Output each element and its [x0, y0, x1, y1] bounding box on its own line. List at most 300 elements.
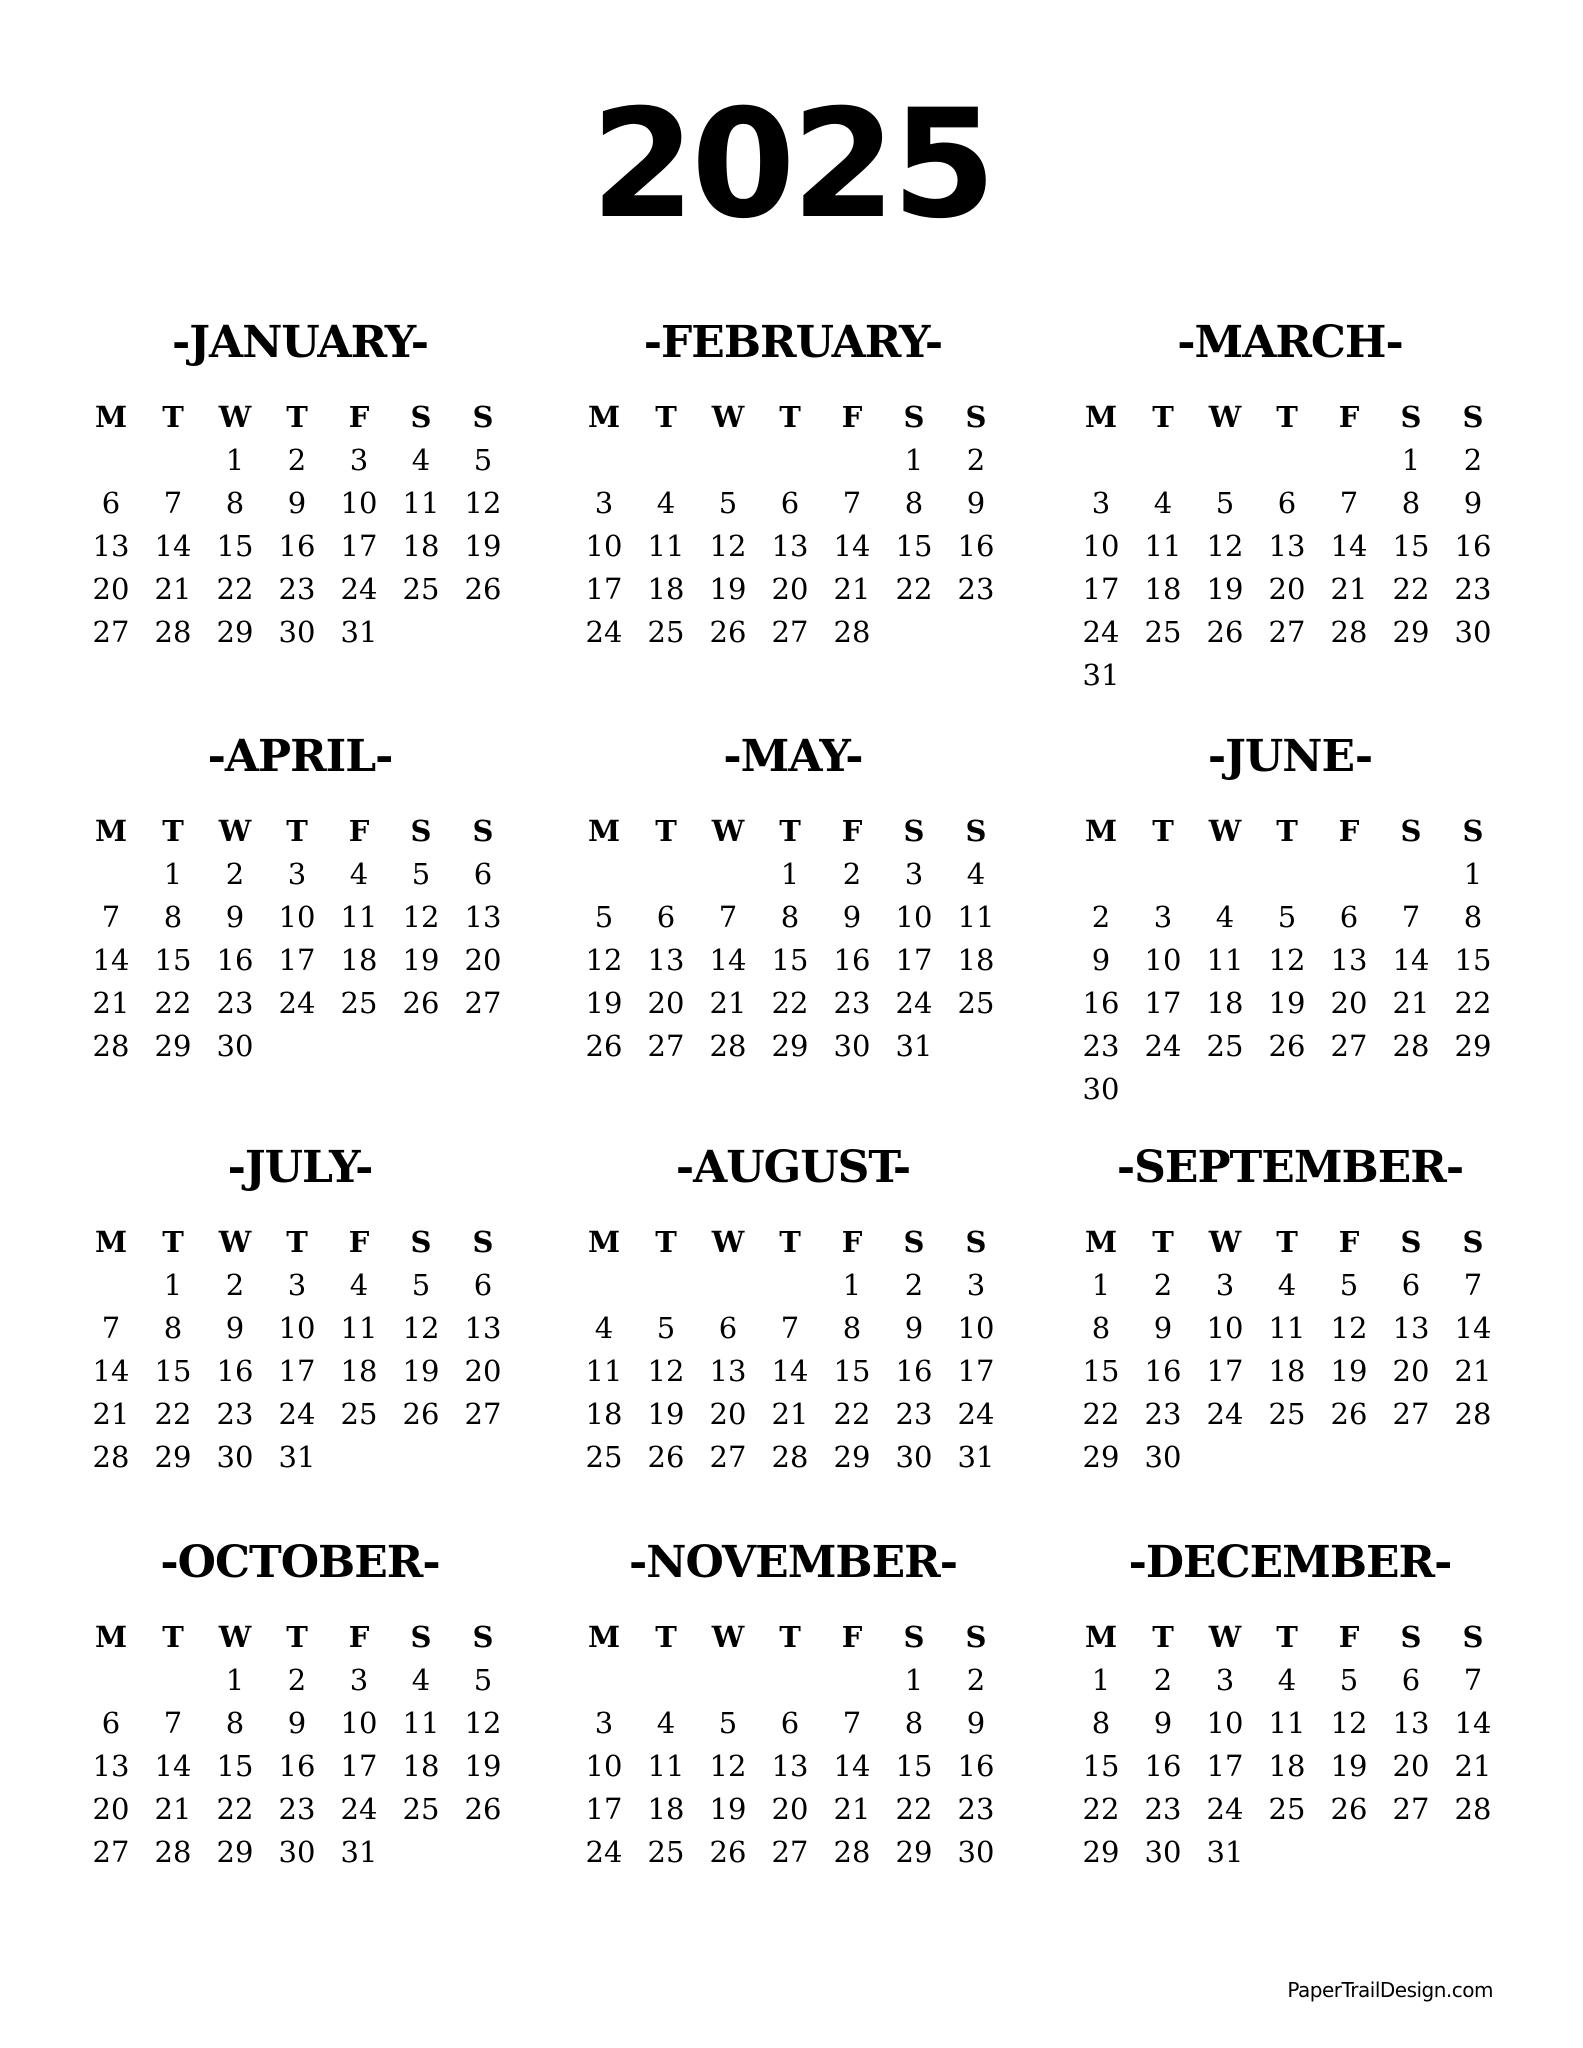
day-cell: 23 — [833, 986, 871, 1020]
day-cell: 15 — [1082, 1749, 1120, 1783]
weekday-label: S — [1462, 814, 1484, 848]
day-cell: 13 — [464, 900, 502, 934]
day-cell: 7 — [163, 486, 183, 520]
weekday-label: M — [587, 1620, 621, 1654]
day-cell: 30 — [1454, 615, 1492, 649]
day-cell: 26 — [402, 1397, 440, 1431]
day-cell: 24 — [1206, 1792, 1244, 1826]
month-grid — [573, 1616, 1013, 1874]
day-cell: 17 — [278, 1354, 316, 1388]
weekday-label: S — [965, 1620, 987, 1654]
day-cell: 1 — [1401, 443, 1421, 477]
day-cell: 31 — [957, 1440, 995, 1474]
day-cell: 26 — [464, 1792, 502, 1826]
month-grid — [573, 810, 1013, 1068]
day-cell: 28 — [1392, 1029, 1430, 1063]
weekday-label: T — [1276, 814, 1298, 848]
day-cell: 17 — [1206, 1749, 1244, 1783]
day-cell: 31 — [895, 1029, 933, 1063]
month-november — [573, 1538, 1013, 1874]
weekday-label: T — [1276, 1225, 1298, 1259]
day-cell: 13 — [1392, 1706, 1430, 1740]
weekday-label: W — [218, 400, 252, 434]
day-cell: 1 — [842, 1268, 862, 1302]
weekday-label: S — [1462, 1620, 1484, 1654]
weekday-label: T — [1152, 1620, 1174, 1654]
day-cell: 26 — [464, 572, 502, 606]
day-cell: 11 — [402, 1706, 440, 1740]
month-december — [1070, 1538, 1510, 1874]
day-cell: 27 — [464, 1397, 502, 1431]
day-cell: 9 — [1153, 1311, 1173, 1345]
weekday-label: M — [94, 814, 128, 848]
day-cell: 20 — [647, 986, 685, 1020]
day-cell: 9 — [225, 1311, 245, 1345]
day-cell: 7 — [842, 1706, 862, 1740]
day-cell: 17 — [278, 943, 316, 977]
day-cell: 15 — [1392, 529, 1430, 563]
day-cell: 17 — [585, 1792, 623, 1826]
day-cell: 2 — [1153, 1268, 1173, 1302]
day-cell: 18 — [1144, 572, 1182, 606]
day-cell: 16 — [833, 943, 871, 977]
day-cell: 20 — [771, 1792, 809, 1826]
year-title: 2025 — [590, 78, 993, 252]
day-cell: 25 — [957, 986, 995, 1020]
day-cell: 24 — [895, 986, 933, 1020]
day-cell: 5 — [594, 900, 614, 934]
weekday-label: T — [1152, 814, 1174, 848]
weekday-label: F — [348, 814, 370, 848]
day-cell: 21 — [92, 1397, 130, 1431]
weekday-label: T — [286, 1620, 308, 1654]
day-cell: 7 — [1401, 900, 1421, 934]
weekday-label: T — [286, 1225, 308, 1259]
day-cell: 11 — [402, 486, 440, 520]
day-cell: 22 — [895, 1792, 933, 1826]
month-august — [573, 1143, 1013, 1479]
day-cell: 4 — [1277, 1268, 1297, 1302]
day-cell: 26 — [402, 986, 440, 1020]
day-cell: 1 — [225, 443, 245, 477]
day-cell: 7 — [780, 1311, 800, 1345]
day-cell: 7 — [101, 1311, 121, 1345]
day-cell: 4 — [656, 486, 676, 520]
day-cell: 21 — [1330, 572, 1368, 606]
day-cell: 13 — [92, 529, 130, 563]
weekday-label: T — [655, 1225, 677, 1259]
day-cell: 1 — [225, 1663, 245, 1697]
day-cell: 15 — [771, 943, 809, 977]
day-cell: 31 — [1206, 1835, 1244, 1869]
day-cell: 16 — [216, 1354, 254, 1388]
day-cell: 21 — [92, 986, 130, 1020]
day-cell: 19 — [647, 1397, 685, 1431]
weekday-label: W — [218, 1225, 252, 1259]
weekday-label: F — [1338, 814, 1360, 848]
month-may — [573, 732, 1013, 1068]
day-cell: 7 — [842, 486, 862, 520]
day-cell: 16 — [1144, 1354, 1182, 1388]
day-cell: 30 — [278, 1835, 316, 1869]
day-cell: 14 — [1392, 943, 1430, 977]
day-cell: 28 — [771, 1440, 809, 1474]
day-cell: 16 — [278, 1749, 316, 1783]
weekday-label: S — [903, 1620, 925, 1654]
day-cell: 8 — [163, 900, 183, 934]
day-cell: 2 — [287, 443, 307, 477]
month-title: -SEPTEMBER- — [1116, 1142, 1464, 1193]
day-cell: 26 — [709, 615, 747, 649]
weekday-label: M — [94, 1620, 128, 1654]
weekday-label: S — [965, 400, 987, 434]
day-cell: 5 — [1339, 1663, 1359, 1697]
day-cell: 1 — [904, 1663, 924, 1697]
day-cell: 6 — [473, 857, 493, 891]
day-cell: 2 — [842, 857, 862, 891]
day-cell: 7 — [718, 900, 738, 934]
day-cell: 14 — [1330, 529, 1368, 563]
day-cell: 1 — [163, 857, 183, 891]
day-cell: 10 — [585, 1749, 623, 1783]
day-cell: 23 — [1144, 1792, 1182, 1826]
day-cell: 22 — [1392, 572, 1430, 606]
day-cell: 18 — [647, 1792, 685, 1826]
day-cell: 10 — [278, 900, 316, 934]
weekday-label: T — [162, 1620, 184, 1654]
weekday-label: T — [655, 814, 677, 848]
day-cell: 18 — [340, 1354, 378, 1388]
weekday-label: M — [587, 1225, 621, 1259]
day-cell: 19 — [464, 529, 502, 563]
day-cell: 11 — [585, 1354, 623, 1388]
day-cell: 17 — [340, 529, 378, 563]
day-cell: 3 — [349, 1663, 369, 1697]
day-cell: 27 — [464, 986, 502, 1020]
weekday-label: F — [1338, 1620, 1360, 1654]
month-grid — [573, 396, 1013, 654]
day-cell: 31 — [278, 1440, 316, 1474]
weekday-label: M — [94, 400, 128, 434]
day-cell: 18 — [340, 943, 378, 977]
day-cell: 30 — [895, 1440, 933, 1474]
day-cell: 6 — [718, 1311, 738, 1345]
day-cell: 29 — [771, 1029, 809, 1063]
day-cell: 16 — [278, 529, 316, 563]
month-title: -DECEMBER- — [1128, 1537, 1452, 1588]
day-cell: 12 — [1206, 529, 1244, 563]
day-cell: 27 — [1268, 615, 1306, 649]
day-cell: 14 — [1454, 1311, 1492, 1345]
day-cell: 12 — [464, 486, 502, 520]
day-cell: 12 — [585, 943, 623, 977]
weekday-label: M — [94, 1225, 128, 1259]
day-cell: 25 — [340, 1397, 378, 1431]
weekday-label: F — [1338, 400, 1360, 434]
day-cell: 8 — [225, 1706, 245, 1740]
day-cell: 4 — [966, 857, 986, 891]
day-cell: 24 — [957, 1397, 995, 1431]
day-cell: 29 — [895, 1835, 933, 1869]
day-cell: 2 — [904, 1268, 924, 1302]
day-cell: 18 — [1206, 986, 1244, 1020]
weekday-label: W — [711, 1620, 745, 1654]
day-cell: 14 — [1454, 1706, 1492, 1740]
weekday-label: T — [779, 1225, 801, 1259]
day-cell: 18 — [957, 943, 995, 977]
weekday-label: T — [162, 400, 184, 434]
day-cell: 3 — [904, 857, 924, 891]
day-cell: 28 — [154, 1835, 192, 1869]
day-cell: 17 — [585, 572, 623, 606]
day-cell: 31 — [340, 1835, 378, 1869]
day-cell: 9 — [1091, 943, 1111, 977]
weekday-label: M — [1084, 1620, 1118, 1654]
day-cell: 25 — [1144, 615, 1182, 649]
day-cell: 21 — [154, 572, 192, 606]
day-cell: 13 — [1268, 529, 1306, 563]
day-cell: 16 — [957, 1749, 995, 1783]
day-cell: 29 — [154, 1440, 192, 1474]
day-cell: 26 — [709, 1835, 747, 1869]
day-cell: 14 — [92, 1354, 130, 1388]
day-cell: 11 — [1206, 943, 1244, 977]
day-cell: 12 — [1330, 1311, 1368, 1345]
day-cell: 27 — [92, 1835, 130, 1869]
weekday-label: T — [1152, 1225, 1174, 1259]
day-cell: 9 — [966, 1706, 986, 1740]
day-cell: 3 — [966, 1268, 986, 1302]
day-cell: 22 — [1082, 1792, 1120, 1826]
day-cell: 7 — [1339, 486, 1359, 520]
month-grid — [573, 1221, 1013, 1479]
day-cell: 14 — [92, 943, 130, 977]
day-cell: 24 — [585, 1835, 623, 1869]
day-cell: 21 — [771, 1397, 809, 1431]
day-cell: 3 — [1215, 1663, 1235, 1697]
day-cell: 10 — [1206, 1311, 1244, 1345]
day-cell: 3 — [287, 857, 307, 891]
day-cell: 4 — [656, 1706, 676, 1740]
weekday-label: S — [472, 1620, 494, 1654]
day-cell: 23 — [1144, 1397, 1182, 1431]
month-grid — [80, 396, 520, 654]
day-cell: 25 — [402, 1792, 440, 1826]
day-cell: 15 — [895, 529, 933, 563]
day-cell: 2 — [225, 1268, 245, 1302]
day-cell: 16 — [1454, 529, 1492, 563]
day-cell: 7 — [101, 900, 121, 934]
day-cell: 20 — [464, 943, 502, 977]
day-cell: 12 — [464, 1706, 502, 1740]
day-cell: 3 — [349, 443, 369, 477]
day-cell: 11 — [957, 900, 995, 934]
day-cell: 14 — [771, 1354, 809, 1388]
day-cell: 16 — [895, 1354, 933, 1388]
day-cell: 12 — [402, 900, 440, 934]
day-cell: 4 — [1153, 486, 1173, 520]
day-cell: 28 — [833, 1835, 871, 1869]
weekday-label: T — [779, 400, 801, 434]
day-cell: 19 — [402, 943, 440, 977]
day-cell: 6 — [1401, 1663, 1421, 1697]
day-cell: 24 — [340, 572, 378, 606]
month-title: -MAY- — [723, 731, 863, 782]
day-cell: 8 — [780, 900, 800, 934]
day-cell: 27 — [92, 615, 130, 649]
weekday-label: S — [410, 1620, 432, 1654]
day-cell: 5 — [656, 1311, 676, 1345]
day-cell: 9 — [904, 1311, 924, 1345]
day-cell: 27 — [647, 1029, 685, 1063]
weekday-label: S — [410, 1225, 432, 1259]
day-cell: 19 — [1206, 572, 1244, 606]
weekday-label: M — [587, 400, 621, 434]
day-cell: 17 — [895, 943, 933, 977]
day-cell: 29 — [1454, 1029, 1492, 1063]
day-cell: 8 — [163, 1311, 183, 1345]
weekday-label: F — [348, 400, 370, 434]
day-cell: 17 — [1144, 986, 1182, 1020]
day-cell: 25 — [647, 1835, 685, 1869]
weekday-label: S — [1400, 814, 1422, 848]
month-april — [80, 732, 520, 1068]
weekday-label: T — [162, 1225, 184, 1259]
day-cell: 27 — [771, 1835, 809, 1869]
day-cell: 16 — [216, 943, 254, 977]
day-cell: 12 — [709, 529, 747, 563]
day-cell: 10 — [1082, 529, 1120, 563]
month-title: -NOVEMBER- — [629, 1537, 957, 1588]
day-cell: 6 — [656, 900, 676, 934]
weekday-label: T — [655, 1620, 677, 1654]
day-cell: 10 — [1206, 1706, 1244, 1740]
month-grid — [1070, 810, 1510, 1111]
day-cell: 5 — [718, 486, 738, 520]
day-cell: 2 — [287, 1663, 307, 1697]
month-title: -JANUARY- — [171, 317, 429, 368]
month-march — [1070, 318, 1510, 697]
month-grid — [1070, 396, 1510, 697]
day-cell: 12 — [402, 1311, 440, 1345]
day-cell: 17 — [1082, 572, 1120, 606]
weekday-label: F — [841, 400, 863, 434]
day-cell: 19 — [1268, 986, 1306, 1020]
day-cell: 14 — [833, 529, 871, 563]
day-cell: 28 — [154, 615, 192, 649]
day-cell: 8 — [904, 486, 924, 520]
day-cell: 20 — [1392, 1749, 1430, 1783]
day-cell: 11 — [1144, 529, 1182, 563]
month-grid — [1070, 1616, 1510, 1874]
day-cell: 11 — [647, 1749, 685, 1783]
day-cell: 2 — [1463, 443, 1483, 477]
day-cell: 22 — [1082, 1397, 1120, 1431]
month-title: -APRIL- — [207, 731, 393, 782]
day-cell: 25 — [1268, 1397, 1306, 1431]
day-cell: 8 — [1401, 486, 1421, 520]
weekday-label: M — [1084, 400, 1118, 434]
day-cell: 19 — [464, 1749, 502, 1783]
day-cell: 21 — [1454, 1354, 1492, 1388]
day-cell: 11 — [1268, 1706, 1306, 1740]
weekday-label: W — [1208, 400, 1242, 434]
weekday-label: T — [286, 814, 308, 848]
day-cell: 5 — [411, 1268, 431, 1302]
day-cell: 18 — [1268, 1354, 1306, 1388]
day-cell: 13 — [709, 1354, 747, 1388]
day-cell: 10 — [340, 486, 378, 520]
day-cell: 4 — [1215, 900, 1235, 934]
day-cell: 31 — [340, 615, 378, 649]
weekday-label: S — [472, 814, 494, 848]
weekday-label: W — [1208, 1225, 1242, 1259]
day-cell: 27 — [1392, 1792, 1430, 1826]
day-cell: 15 — [154, 1354, 192, 1388]
weekday-label: S — [1400, 1225, 1422, 1259]
day-cell: 8 — [225, 486, 245, 520]
day-cell: 6 — [780, 486, 800, 520]
day-cell: 5 — [473, 443, 493, 477]
day-cell: 24 — [1144, 1029, 1182, 1063]
day-cell: 16 — [957, 529, 995, 563]
day-cell: 25 — [340, 986, 378, 1020]
day-cell: 6 — [101, 486, 121, 520]
day-cell: 26 — [647, 1440, 685, 1474]
day-cell: 13 — [92, 1749, 130, 1783]
day-cell: 20 — [771, 572, 809, 606]
day-cell: 26 — [1268, 1029, 1306, 1063]
day-cell: 14 — [709, 943, 747, 977]
weekday-label: M — [587, 814, 621, 848]
day-cell: 2 — [966, 1663, 986, 1697]
day-cell: 28 — [1454, 1792, 1492, 1826]
weekday-label: T — [1276, 400, 1298, 434]
day-cell: 20 — [1392, 1354, 1430, 1388]
weekday-label: F — [841, 814, 863, 848]
day-cell: 25 — [1268, 1792, 1306, 1826]
day-cell: 8 — [842, 1311, 862, 1345]
day-cell: 11 — [647, 529, 685, 563]
weekday-label: F — [1338, 1225, 1360, 1259]
day-cell: 29 — [1082, 1835, 1120, 1869]
day-cell: 18 — [647, 572, 685, 606]
day-cell: 29 — [216, 615, 254, 649]
day-cell: 1 — [1091, 1268, 1111, 1302]
day-cell: 1 — [163, 1268, 183, 1302]
day-cell: 7 — [1463, 1268, 1483, 1302]
day-cell: 21 — [833, 572, 871, 606]
day-cell: 13 — [1330, 943, 1368, 977]
day-cell: 12 — [647, 1354, 685, 1388]
day-cell: 20 — [709, 1397, 747, 1431]
month-january — [80, 318, 520, 654]
day-cell: 18 — [402, 1749, 440, 1783]
weekday-label: S — [1400, 400, 1422, 434]
day-cell: 9 — [225, 900, 245, 934]
month-october — [80, 1538, 520, 1874]
day-cell: 4 — [411, 443, 431, 477]
weekday-label: M — [1084, 1225, 1118, 1259]
month-grid — [80, 1616, 520, 1874]
weekday-label: T — [286, 400, 308, 434]
day-cell: 22 — [154, 986, 192, 1020]
day-cell: 19 — [402, 1354, 440, 1388]
month-grid — [1070, 1221, 1510, 1479]
weekday-label: S — [1462, 1225, 1484, 1259]
day-cell: 6 — [473, 1268, 493, 1302]
weekday-label: T — [1152, 400, 1174, 434]
